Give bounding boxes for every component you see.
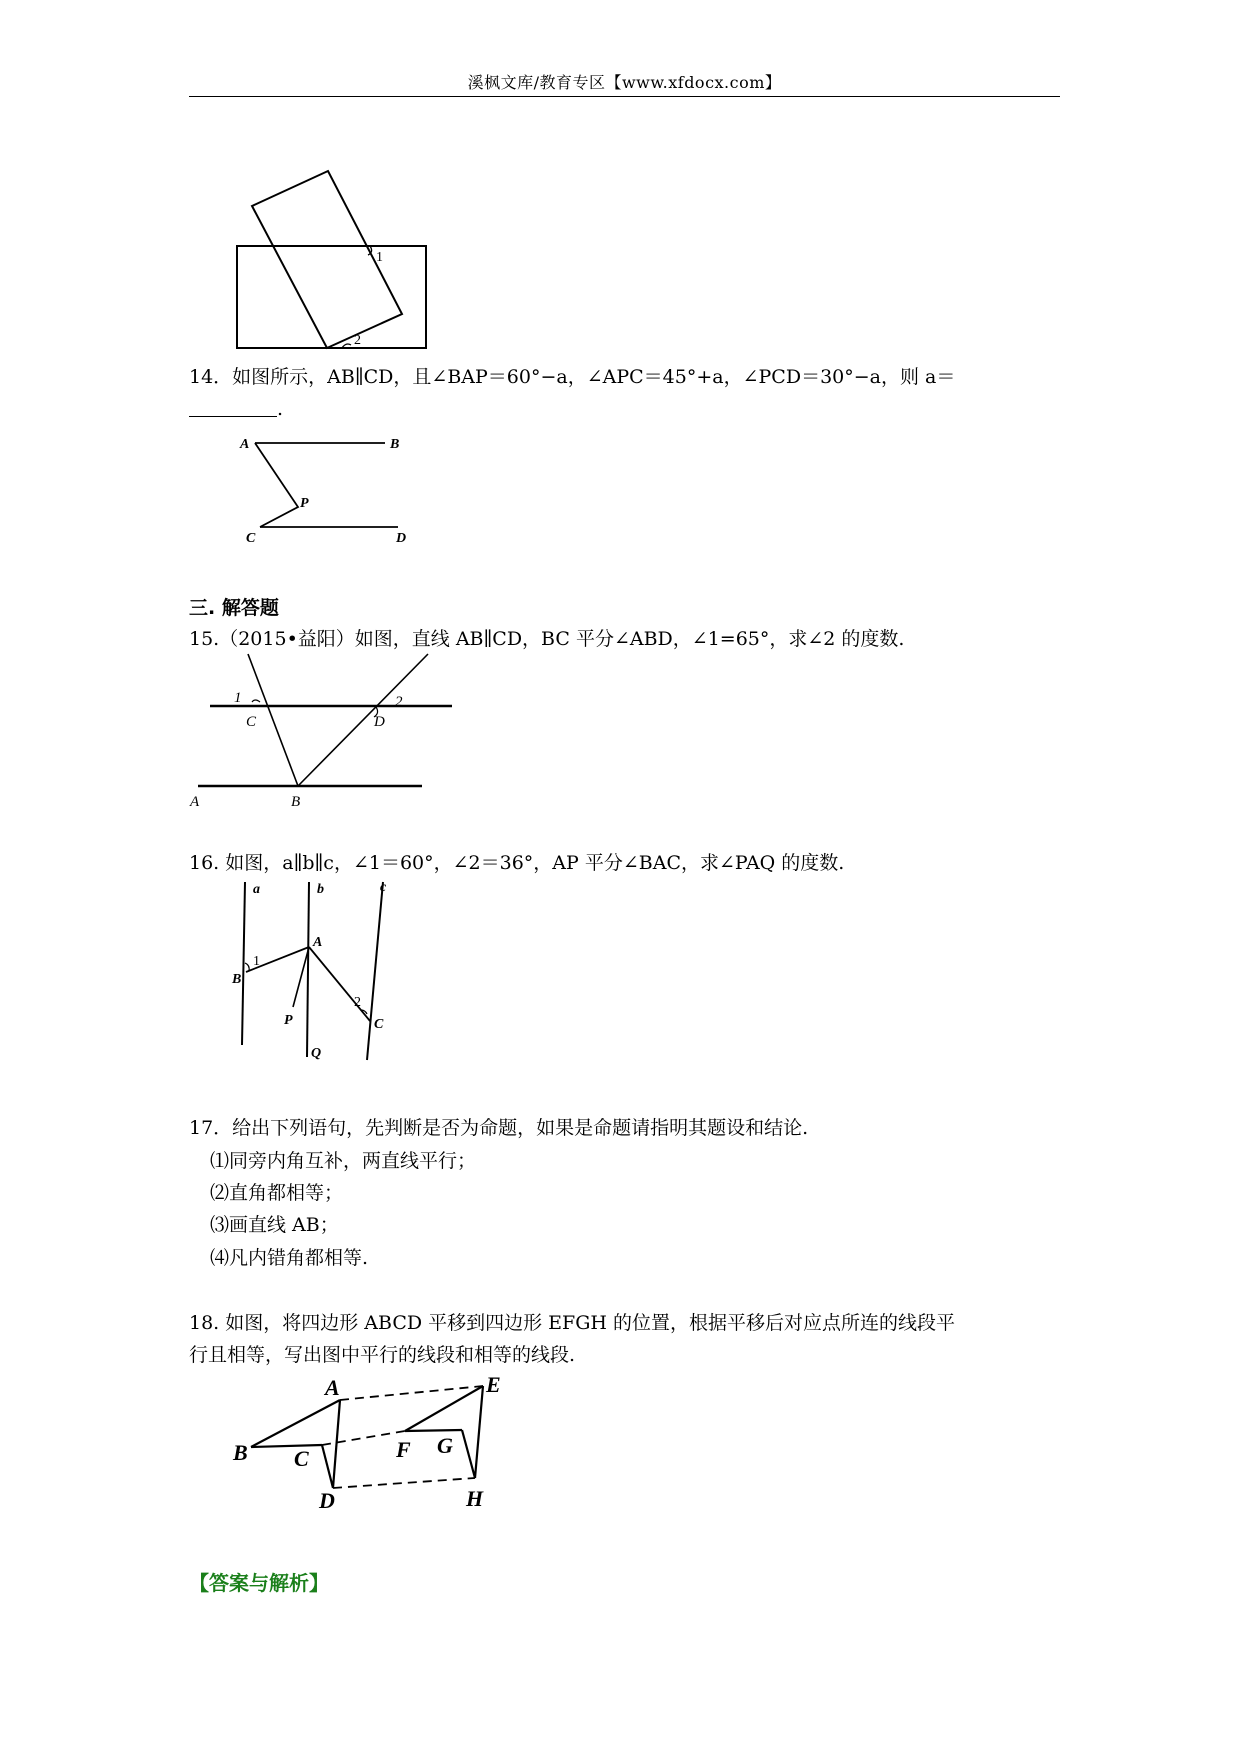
figure-q16-three-parallels (225, 877, 405, 1062)
label-C: C (246, 531, 256, 546)
line-c-label: c (380, 880, 387, 895)
label-P: P (284, 1013, 293, 1028)
q17-item-4: ⑷凡内错角都相等. (210, 1247, 369, 1269)
angle-2-label: 2 (354, 995, 361, 1010)
answer-blank (189, 398, 277, 417)
label-C: C (374, 1017, 384, 1032)
label-F: F (396, 1437, 411, 1462)
label-A: A (190, 794, 200, 810)
angle-1-label: 1 (253, 954, 260, 969)
figure-q15-parallel-lines (190, 650, 460, 810)
label-C: C (294, 1446, 309, 1471)
label-G: G (437, 1433, 453, 1458)
angle-2-label: 2 (354, 333, 361, 348)
figure-q13-rectangles (230, 160, 440, 350)
question-17-text: 17．给出下列语句，先判断是否为命题，如果是命题请指明其题设和结论. (189, 1117, 809, 1139)
label-A: A (325, 1375, 340, 1400)
label-P: P (300, 496, 309, 511)
label-C: C (246, 714, 257, 730)
label-Q: Q (311, 1046, 322, 1061)
label-E: E (486, 1372, 501, 1397)
page-header: 溪枫文库/教育专区【www.xfdocx.com】 (467, 73, 782, 92)
angle-2-label: 2 (395, 694, 403, 710)
answers-heading: 【答案与解析】 (189, 1571, 329, 1595)
label-D: D (396, 531, 407, 546)
header-rule (189, 96, 1060, 97)
label-A: A (313, 935, 323, 950)
question-15-text: 15.（2015•益阳）如图，直线 AB∥CD，BC 平分∠ABD，∠1=65°，求∠2 的度数. (189, 628, 905, 650)
figure-q18-translation (228, 1370, 518, 1520)
question-16-text: 16. 如图，a∥b∥c，∠1＝60°，∠2＝36°，AP 平分∠BAC，求∠PAQ 的度数. (189, 852, 845, 874)
label-H: H (466, 1486, 484, 1511)
q17-item-3: ⑶画直线 AB； (210, 1214, 339, 1236)
question-14-text: 14．如图所示，AB∥CD，且∠BAP＝60°−a，∠APC＝45°+a，∠PCD＝30°−a，则 a＝ (189, 366, 956, 388)
label-D: D (374, 714, 385, 730)
q17-item-2: ⑵直角都相等； (210, 1182, 344, 1204)
label-B: B (291, 794, 301, 810)
label-D: D (319, 1488, 335, 1513)
question-18-text-line1: 18. 如图，将四边形 ABCD 平移到四边形 EFGH 的位置，根据平移后对应点所连的线段平 (189, 1312, 956, 1334)
line-b-label: b (317, 882, 324, 897)
angle-1-label: 1 (234, 690, 242, 706)
label-A: A (240, 437, 250, 452)
line-a-label: a (253, 882, 260, 897)
question-18-text-line2: 行且相等，写出图中平行的线段和相等的线段. (189, 1344, 576, 1366)
question-14-answer-line: . (189, 398, 283, 420)
angle-1-label: 1 (376, 250, 383, 265)
section-heading: 三. 解答题 (189, 597, 279, 619)
label-B: B (233, 1440, 248, 1465)
figure-q14-parallel-lines (230, 425, 430, 545)
label-B: B (232, 972, 242, 987)
label-B: B (390, 437, 400, 452)
q17-item-1: ⑴同旁内角互补，两直线平行； (210, 1150, 477, 1172)
